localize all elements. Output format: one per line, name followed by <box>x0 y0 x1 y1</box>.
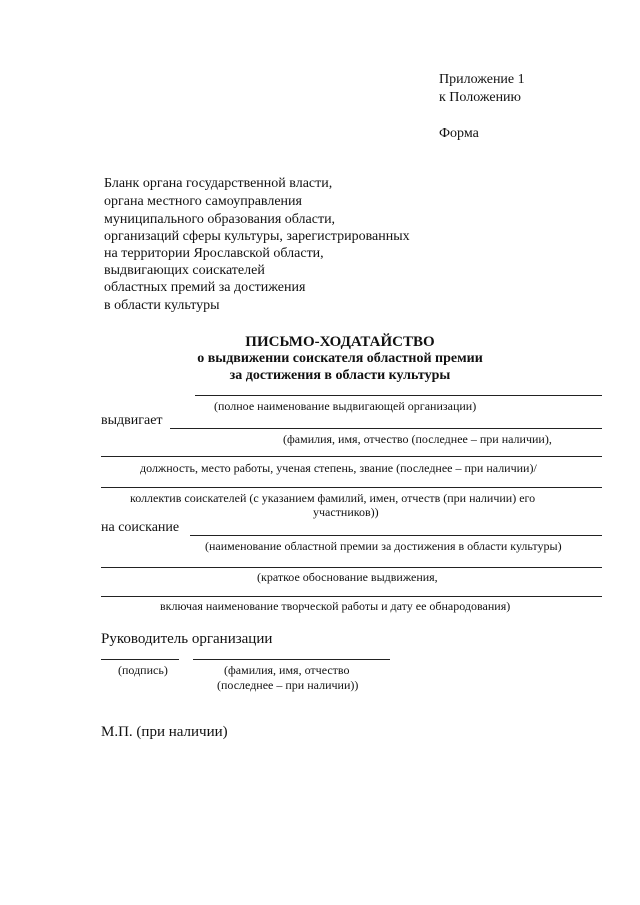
head-name-caption: (последнее – при наличии)) <box>217 678 359 692</box>
prize-name-line[interactable] <box>190 535 602 536</box>
position-line[interactable] <box>101 456 602 457</box>
org-name-line[interactable] <box>195 395 602 396</box>
head-label: Руководитель организации <box>101 631 273 647</box>
justification-line[interactable] <box>101 567 602 568</box>
regulation-label: к Положению <box>439 90 522 105</box>
justification-caption: (краткое обоснование выдвижения, <box>257 570 438 584</box>
letter-title: ПИСЬМО-ХОДАТАЙСТВО <box>245 334 435 350</box>
prize-caption: (наименование областной премии за достижения в области культуры) <box>205 539 562 553</box>
work-caption: включая наименование творческой работы и дату ее обнародования) <box>160 599 511 613</box>
collective-line[interactable] <box>101 487 602 488</box>
blank-line: муниципального образования области, <box>104 212 336 227</box>
head-name-line[interactable] <box>193 659 390 660</box>
position-caption: должность, место работы, ученая степень, звание (последнее – при наличии)/ <box>140 461 537 475</box>
form-label: Форма <box>439 126 479 141</box>
blank-line: выдвигающих соискателей <box>104 263 265 278</box>
blank-line: органа местного самоуправления <box>104 194 302 209</box>
blank-line: организаций сферы культуры, зарегистрированных <box>104 229 410 244</box>
collective-caption: коллектив соискателей (с указанием фамилий, имен, отчеств (при наличии) его <box>130 491 536 505</box>
signature-line[interactable] <box>101 659 179 660</box>
sign-caption: (подпись) <box>118 663 168 677</box>
letter-subtitle-line: о выдвижении соискателя областной премии <box>197 351 483 366</box>
blank-line: на территории Ярославской области, <box>104 246 324 261</box>
org-caption: (полное наименование выдвигающей организации) <box>214 399 477 413</box>
fio-caption: (фамилия, имя, отчество (последнее – при наличии), <box>283 432 552 446</box>
blank-line: Бланк органа государственной власти, <box>104 176 333 191</box>
stamp-label: М.П. (при наличии) <box>101 724 228 740</box>
work-line[interactable] <box>101 596 602 597</box>
for-prize-label: на соискание <box>101 520 180 535</box>
letter-subtitle-line: за достижения в области культуры <box>229 368 451 383</box>
nominates-label: выдвигает <box>101 413 163 428</box>
blank-line: в области культуры <box>104 298 220 313</box>
nominee-name-line[interactable] <box>170 428 602 429</box>
appendix-label: Приложение 1 <box>439 72 525 87</box>
collective-caption: участников)) <box>313 505 379 519</box>
head-name-caption: (фамилия, имя, отчество <box>224 663 350 677</box>
blank-line: областных премий за достижения <box>104 280 306 295</box>
